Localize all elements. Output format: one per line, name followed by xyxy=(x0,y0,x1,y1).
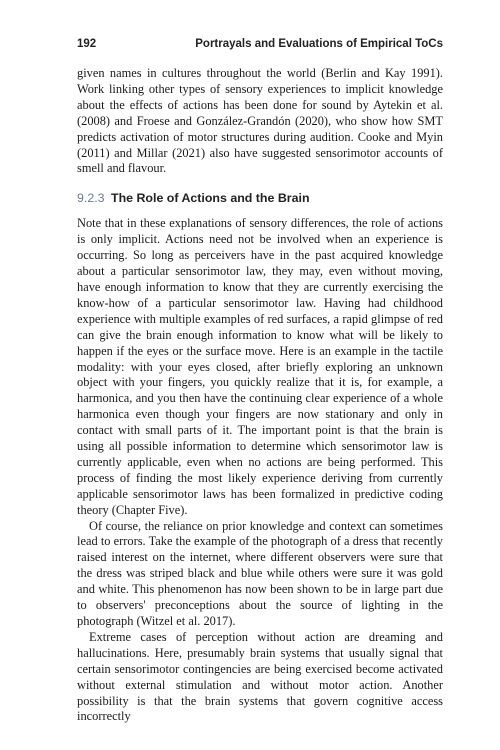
section-heading xyxy=(77,190,443,206)
page-body xyxy=(77,66,443,725)
paragraph: Of course, the reliance on prior knowledge and context can sometimes lead to errors. Take the example of the photograph of a dress that recently raised interest on the internet, where different observers were sure that the dress was striped black and blue while others were sure it was gold and white. This phenomenon has now been shown to be in large part due to observers' preconceptions about the source of lighting in the photograph (Witzel et al. 2017). xyxy=(77,518,443,628)
page-number: 192 xyxy=(77,38,97,50)
paragraph: Extreme cases of perception without action are dreaming and hallucinations. Here, presumably brain systems that usually signal that certain sensorimotor contingencies are being exercised become activated without external stimulation and without motor action. Another possibility is that the brain systems that govern cognitive access incorrectly xyxy=(77,629,443,724)
section-number: 9.2.3 xyxy=(77,191,105,206)
running-head xyxy=(77,38,443,50)
running-title: Portrayals and Evaluations of Empirical ToCs xyxy=(195,38,443,50)
section-title: The Role of Actions and the Brain xyxy=(111,191,310,206)
paragraph-continued: given names in cultures throughout the world (Berlin and Kay 1991). Work linking other types of sensory experiences to implicit knowledge about the effects of actions has been done for sound by Aytekin et al. (2008) and Froese and González-Grandón (2020), who show how SMT predicts activation of motor structures during audition. Cooke and Myin (2011) and Millar (2021) also have suggested sensorimotor accounts of smell and flavour. xyxy=(77,66,443,176)
paragraph: Note that in these explanations of sensory differences, the role of actions is only implicit. Actions need not be involved when an experience is occurring. So long as perceivers have in the past acquired knowledge about a particular sensorimotor law, they may, even without moving, have enough information to know that they are currently exercising the know-how of a particular sensorimotor law. Having had childhood experience with multiple examples of red surfaces, a rapid glimpse of red can give the brain enough information to know what will be likely to happen if the eyes or the surface move. Here is an example in the tactile modality: with your eyes closed, after briefly exploring an unknown object with your fingers, you quickly realize that it is, for example, a harmonica, and you then have the continuing clear experience of a whole harmonica even though your fingers are now stationary and only in contact with small parts of it. The important point is that the brain is using all possible information to determine which sensorimotor law is currently applicable, even when no actions are being performed. This process of finding the most likely experience deriving from currently applicable sensorimotor laws has been formalized in predictive coding theory (Chapter Five). xyxy=(77,216,443,517)
